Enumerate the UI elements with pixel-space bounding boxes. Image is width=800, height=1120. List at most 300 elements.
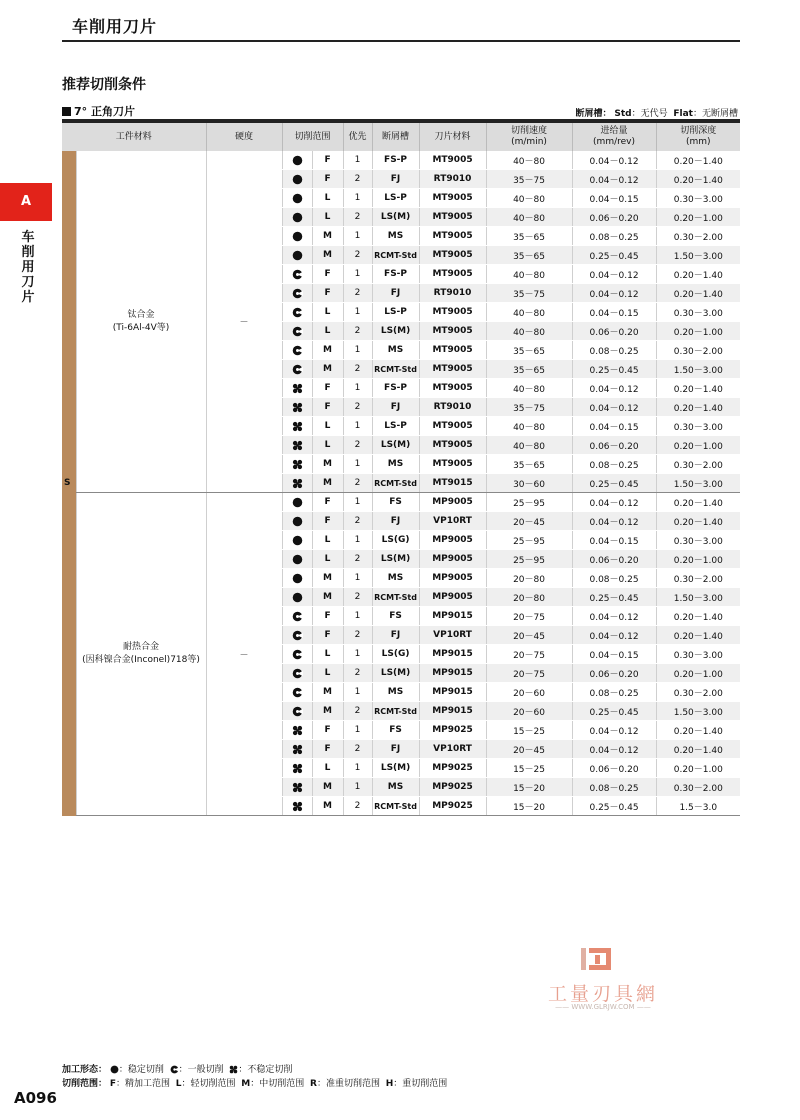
depth-of-cut: 0.30－2.00 (656, 569, 740, 588)
cutting-range: L (312, 208, 343, 227)
cutting-speed: 20－75 (486, 664, 572, 683)
chipbreaker: LS-P (372, 303, 419, 322)
depth-of-cut: 0.20－1.00 (656, 664, 740, 683)
cutting-range: M (312, 360, 343, 379)
cut-form-cell (282, 284, 312, 303)
chipbreaker: RCMT-Std (372, 797, 419, 816)
cutting-range: M (312, 683, 343, 702)
feed-rate: 0.04－0.15 (572, 189, 656, 208)
insert-grade: MP9025 (419, 778, 486, 797)
feed-rate: 0.04－0.12 (572, 721, 656, 740)
cut-form-cell (282, 436, 312, 455)
cutting-range: F (312, 151, 343, 170)
cutting-range: F (312, 607, 343, 626)
cutting-range: M (312, 778, 343, 797)
depth-of-cut: 0.30－3.00 (656, 531, 740, 550)
stable-cut-icon (292, 155, 303, 166)
insert-grade: MP9005 (419, 493, 486, 512)
insert-grade: MT9005 (419, 246, 486, 265)
stable-cut-icon (292, 231, 303, 242)
footer-general: ：一般切削 (178, 1065, 224, 1075)
chipbreaker: FS (372, 493, 419, 512)
depth-of-cut: 1.50－3.00 (656, 360, 740, 379)
insert-grade: MT9005 (419, 322, 486, 341)
depth-of-cut: 0.20－1.00 (656, 322, 740, 341)
chipbreaker: MS (372, 569, 419, 588)
cutting-speed: 35－65 (486, 246, 572, 265)
depth-of-cut: 1.50－3.00 (656, 702, 740, 721)
depth-of-cut: 1.5－3.0 (656, 797, 740, 816)
depth-of-cut: 0.30－2.00 (656, 683, 740, 702)
insert-grade: MT9005 (419, 208, 486, 227)
stable-cut-icon (110, 1065, 119, 1074)
chipbreaker: LS(M) (372, 436, 419, 455)
sub-title (62, 103, 135, 119)
col-header-feed: 进给量 (mm/rev) (572, 123, 656, 151)
cut-form-cell (282, 797, 312, 816)
chipbreaker: MS (372, 455, 419, 474)
depth-of-cut: 0.30－2.00 (656, 455, 740, 474)
general-cut-icon (292, 649, 303, 660)
range-desc: ：中切削范围 (250, 1079, 305, 1089)
cutting-speed: 40－80 (486, 208, 572, 227)
priority: 1 (343, 569, 372, 588)
feed-rate: 0.08－0.25 (572, 455, 656, 474)
cut-form-cell (282, 493, 312, 512)
insert-grade: MP9015 (419, 683, 486, 702)
chipbreaker: LS(G) (372, 531, 419, 550)
chipbreaker: FJ (372, 398, 419, 417)
table-row (62, 493, 740, 512)
hardness-value: － (206, 151, 282, 493)
range-desc: ：准重切削范围 (316, 1079, 380, 1089)
cutting-speed: 35－65 (486, 360, 572, 379)
cutting-range: L (312, 189, 343, 208)
col-header-depth: 切削深度 (mm) (656, 123, 740, 151)
chipbreaker: MS (372, 341, 419, 360)
unstable-cut-icon (292, 782, 303, 793)
cut-form-cell (282, 740, 312, 759)
cutting-speed: 20－75 (486, 645, 572, 664)
stable-cut-icon (292, 516, 303, 527)
range-desc: ：精加工范围 (116, 1079, 171, 1089)
cutting-range: L (312, 759, 343, 778)
general-cut-icon (292, 668, 303, 679)
cut-form-cell (282, 607, 312, 626)
cutting-speed: 35－75 (486, 170, 572, 189)
range-key: H (385, 1079, 394, 1089)
feed-rate: 0.06－0.20 (572, 322, 656, 341)
feed-rate: 0.06－0.20 (572, 664, 656, 683)
depth-of-cut: 0.30－3.00 (656, 189, 740, 208)
cutting-range: L (312, 303, 343, 322)
cutting-range: F (312, 740, 343, 759)
priority: 1 (343, 531, 372, 550)
priority: 2 (343, 512, 372, 531)
general-cut-icon (292, 326, 303, 337)
watermark-text: 工量刃具網 (547, 983, 658, 1005)
priority: 2 (343, 284, 372, 303)
depth-of-cut: 0.20－1.40 (656, 740, 740, 759)
cutting-speed: 15－20 (486, 797, 572, 816)
feed-rate: 0.08－0.25 (572, 341, 656, 360)
cut-form-cell (282, 759, 312, 778)
insert-grade: MT9005 (419, 341, 486, 360)
chipbreaker: FJ (372, 170, 419, 189)
col-header-grade: 刀片材料 (419, 123, 486, 151)
priority: 2 (343, 360, 372, 379)
cutting-range: F (312, 284, 343, 303)
feed-rate: 0.06－0.20 (572, 550, 656, 569)
depth-of-cut: 0.20－1.40 (656, 265, 740, 284)
page-header-title: 车削用刀片 (72, 17, 158, 36)
insert-grade: MP9005 (419, 550, 486, 569)
cutting-speed: 40－80 (486, 189, 572, 208)
chipbreaker: LS-P (372, 417, 419, 436)
priority: 2 (343, 550, 372, 569)
cutting-speed: 40－80 (486, 417, 572, 436)
depth-of-cut: 0.20－1.40 (656, 379, 740, 398)
chipbreaker: RCMT-Std (372, 474, 419, 493)
unstable-cut-icon (292, 744, 303, 755)
insert-grade: MT9005 (419, 189, 486, 208)
cut-form-cell (282, 170, 312, 189)
general-cut-icon (292, 611, 303, 622)
chipbreaker: LS-P (372, 189, 419, 208)
priority: 2 (343, 246, 372, 265)
cut-form-cell (282, 683, 312, 702)
col-header-material: 工件材料 (62, 123, 206, 151)
cutting-range: F (312, 265, 343, 284)
stable-cut-icon (292, 193, 303, 204)
cutting-range: F (312, 170, 343, 189)
feed-rate: 0.06－0.20 (572, 759, 656, 778)
feed-rate: 0.04－0.12 (572, 512, 656, 531)
chipbreaker: FS-P (372, 265, 419, 284)
cutting-speed: 35－65 (486, 341, 572, 360)
range-key: F (109, 1079, 117, 1089)
cutting-speed: 40－80 (486, 322, 572, 341)
cut-form-cell (282, 721, 312, 740)
unstable-cut-icon (292, 459, 303, 470)
feed-rate: 0.04－0.15 (572, 417, 656, 436)
depth-of-cut: 0.30－3.00 (656, 645, 740, 664)
chipbreaker: LS(M) (372, 550, 419, 569)
cutting-speed: 20－45 (486, 626, 572, 645)
col-header-speed: 切削速度 (m/min) (486, 123, 572, 151)
cutting-speed: 35－75 (486, 398, 572, 417)
depth-of-cut: 1.50－3.00 (656, 588, 740, 607)
cutting-conditions-table (62, 123, 740, 816)
chipbreaker: LS(M) (372, 208, 419, 227)
priority: 1 (343, 721, 372, 740)
insert-grade: MP9015 (419, 645, 486, 664)
cut-form-cell (282, 702, 312, 721)
insert-grade: MP9025 (419, 797, 486, 816)
insert-grade: MT9015 (419, 474, 486, 493)
unstable-cut-icon (292, 421, 303, 432)
feed-rate: 0.08－0.25 (572, 778, 656, 797)
unstable-cut-icon (292, 725, 303, 736)
feed-rate: 0.25－0.45 (572, 246, 656, 265)
priority: 2 (343, 436, 372, 455)
flat-key: Flat (673, 109, 693, 119)
priority: 1 (343, 151, 372, 170)
feed-rate: 0.08－0.25 (572, 569, 656, 588)
sub-title-text: 7° 正角刀片 (74, 105, 135, 118)
range-key: L (175, 1079, 182, 1089)
priority: 2 (343, 797, 372, 816)
priority: 1 (343, 265, 372, 284)
general-cut-icon (292, 630, 303, 641)
workpiece-material: 钛合金 (Ti-6Al-4V等) (76, 151, 206, 493)
priority: 1 (343, 189, 372, 208)
stable-cut-icon (292, 250, 303, 261)
priority: 2 (343, 588, 372, 607)
priority: 1 (343, 227, 372, 246)
insert-grade: MT9005 (419, 303, 486, 322)
cut-form-cell (282, 398, 312, 417)
priority: 1 (343, 645, 372, 664)
cut-form-cell (282, 417, 312, 436)
cutting-speed: 20－80 (486, 588, 572, 607)
cut-form-cell (282, 512, 312, 531)
general-cut-icon (292, 706, 303, 717)
cutting-speed: 35－65 (486, 455, 572, 474)
feed-rate: 0.04－0.12 (572, 398, 656, 417)
depth-of-cut: 0.30－2.00 (656, 341, 740, 360)
chipbreaker: LS(M) (372, 322, 419, 341)
depth-of-cut: 0.30－3.00 (656, 417, 740, 436)
insert-grade: VP10RT (419, 512, 486, 531)
cutting-speed: 25－95 (486, 493, 572, 512)
depth-of-cut: 0.20－1.40 (656, 607, 740, 626)
cutting-speed: 20－45 (486, 512, 572, 531)
depth-of-cut: 0.20－1.40 (656, 151, 740, 170)
cutting-speed: 40－80 (486, 436, 572, 455)
cutting-range: L (312, 645, 343, 664)
depth-of-cut: 0.20－1.40 (656, 398, 740, 417)
insert-grade: RT9010 (419, 398, 486, 417)
feed-rate: 0.04－0.15 (572, 303, 656, 322)
cut-form-cell (282, 550, 312, 569)
feed-rate: 0.04－0.12 (572, 607, 656, 626)
side-tab-letter: A (0, 183, 52, 221)
cutting-speed: 15－25 (486, 759, 572, 778)
cut-form-cell (282, 531, 312, 550)
priority: 2 (343, 626, 372, 645)
flat-value: ：无断屑槽 (692, 109, 738, 119)
cut-form-cell (282, 246, 312, 265)
insert-grade: MP9005 (419, 531, 486, 550)
cutting-speed: 25－95 (486, 550, 572, 569)
page-number: A096 (14, 1089, 57, 1107)
cutting-range: F (312, 626, 343, 645)
priority: 1 (343, 778, 372, 797)
cut-form-cell (282, 778, 312, 797)
priority: 1 (343, 683, 372, 702)
chipbreaker: RCMT-Std (372, 588, 419, 607)
insert-grade: MT9005 (419, 360, 486, 379)
unstable-cut-icon (292, 383, 303, 394)
feed-rate: 0.04－0.12 (572, 379, 656, 398)
cutting-range: F (312, 721, 343, 740)
chipbreaker: MS (372, 227, 419, 246)
depth-of-cut: 0.30－2.00 (656, 227, 740, 246)
feed-rate: 0.04－0.12 (572, 626, 656, 645)
priority: 2 (343, 664, 372, 683)
chipbreaker: RCMT-Std (372, 246, 419, 265)
cutting-range: M (312, 227, 343, 246)
depth-of-cut: 1.50－3.00 (656, 474, 740, 493)
priority: 1 (343, 759, 372, 778)
stable-cut-icon (292, 174, 303, 185)
cutting-speed: 40－80 (486, 151, 572, 170)
unstable-cut-icon (292, 763, 303, 774)
stable-cut-icon (110, 1065, 119, 1075)
chipbreaker: MS (372, 683, 419, 702)
chipbreaker: RCMT-Std (372, 702, 419, 721)
depth-of-cut: 1.50－3.00 (656, 246, 740, 265)
cut-form-cell (282, 645, 312, 664)
general-cut-icon (170, 1065, 179, 1074)
cut-form-cell (282, 360, 312, 379)
col-header-chipbreaker: 断屑槽 (372, 123, 419, 151)
chipbreaker: FS (372, 607, 419, 626)
insert-grade: VP10RT (419, 626, 486, 645)
stable-cut-icon (292, 535, 303, 546)
cutting-range: L (312, 664, 343, 683)
cutting-range: M (312, 341, 343, 360)
feed-rate: 0.25－0.45 (572, 797, 656, 816)
cutting-range: M (312, 588, 343, 607)
cutting-range: L (312, 531, 343, 550)
feed-rate: 0.04－0.15 (572, 645, 656, 664)
footer-range-label: 切削范围： (62, 1079, 108, 1089)
cutting-range: M (312, 246, 343, 265)
footer-line-form (62, 1062, 292, 1075)
insert-grade: MP9015 (419, 702, 486, 721)
feed-rate: 0.04－0.12 (572, 740, 656, 759)
stable-cut-icon (292, 497, 303, 508)
priority: 1 (343, 417, 372, 436)
cut-form-cell (282, 189, 312, 208)
stable-cut-icon (292, 592, 303, 603)
cutting-speed: 20－60 (486, 683, 572, 702)
footer-line-ranges (62, 1076, 447, 1089)
feed-rate: 0.06－0.20 (572, 208, 656, 227)
chipbreaker-legend-label: 断屑槽： (575, 109, 612, 119)
insert-grade: MP9005 (419, 588, 486, 607)
logo-mark-icon (580, 945, 614, 973)
workpiece-material: 耐热合金 (因科镍合金(Inconel)718等) (76, 493, 206, 816)
feed-rate: 0.25－0.45 (572, 588, 656, 607)
feed-rate: 0.04－0.12 (572, 493, 656, 512)
s-category-band: S (62, 151, 76, 816)
general-cut-icon (292, 345, 303, 356)
priority: 2 (343, 170, 372, 189)
cutting-range: F (312, 512, 343, 531)
depth-of-cut: 0.20－1.40 (656, 493, 740, 512)
square-bullet-icon (62, 107, 71, 116)
cutting-speed: 40－80 (486, 303, 572, 322)
section-title: 推荐切削条件 (62, 77, 146, 93)
depth-of-cut: 0.20－1.00 (656, 436, 740, 455)
cutting-range: L (312, 322, 343, 341)
range-key: R (310, 1079, 317, 1089)
cutting-speed: 15－20 (486, 778, 572, 797)
feed-rate: 0.25－0.45 (572, 702, 656, 721)
std-value: ：无代号 (631, 109, 668, 119)
insert-grade: MT9005 (419, 227, 486, 246)
insert-grade: MT9005 (419, 455, 486, 474)
cut-form-cell (282, 208, 312, 227)
feed-rate: 0.08－0.25 (572, 683, 656, 702)
col-header-hardness: 硬度 (206, 123, 282, 151)
chipbreaker: FJ (372, 626, 419, 645)
unstable-cut-icon (292, 478, 303, 489)
footer-stable: ：稳定切削 (118, 1065, 164, 1075)
depth-of-cut: 0.20－1.00 (656, 759, 740, 778)
cutting-speed: 20－45 (486, 740, 572, 759)
range-key: M (241, 1079, 251, 1089)
general-cut-icon (292, 687, 303, 698)
unstable-cut-icon (292, 801, 303, 812)
general-cut-icon (170, 1065, 179, 1075)
chipbreaker: LS(M) (372, 664, 419, 683)
depth-of-cut: 0.30－2.00 (656, 778, 740, 797)
stable-cut-icon (292, 554, 303, 565)
cut-form-cell (282, 303, 312, 322)
cut-form-cell (282, 455, 312, 474)
depth-of-cut: 0.20－1.40 (656, 721, 740, 740)
cut-form-cell (282, 569, 312, 588)
insert-grade: RT9010 (419, 170, 486, 189)
cut-form-cell (282, 151, 312, 170)
priority: 1 (343, 493, 372, 512)
footer-form-label: 加工形态： (62, 1065, 108, 1075)
insert-grade: MT9005 (419, 417, 486, 436)
stable-cut-icon (292, 573, 303, 584)
cut-form-cell (282, 588, 312, 607)
priority: 2 (343, 322, 372, 341)
cut-form-cell (282, 664, 312, 683)
col-header-range: 切削范围 (282, 123, 343, 151)
cutting-range: F (312, 379, 343, 398)
col-header-priority: 优先 (343, 123, 372, 151)
cutting-range: F (312, 493, 343, 512)
feed-rate: 0.25－0.45 (572, 360, 656, 379)
stable-cut-icon (292, 212, 303, 223)
insert-grade: MP9005 (419, 569, 486, 588)
side-tab-text: 车削用刀片 (21, 230, 35, 305)
cutting-speed: 30－60 (486, 474, 572, 493)
cutting-range: M (312, 474, 343, 493)
chipbreaker-legend (576, 106, 739, 119)
feed-rate: 0.25－0.45 (572, 474, 656, 493)
depth-of-cut: 0.30－3.00 (656, 303, 740, 322)
feed-rate: 0.04－0.12 (572, 284, 656, 303)
priority: 1 (343, 379, 372, 398)
cutting-speed: 20－80 (486, 569, 572, 588)
chipbreaker: FJ (372, 512, 419, 531)
cutting-range: L (312, 436, 343, 455)
chipbreaker: LS(G) (372, 645, 419, 664)
cutting-speed: 40－80 (486, 265, 572, 284)
header-rule (62, 40, 740, 42)
general-cut-icon (292, 364, 303, 375)
priority: 2 (343, 398, 372, 417)
